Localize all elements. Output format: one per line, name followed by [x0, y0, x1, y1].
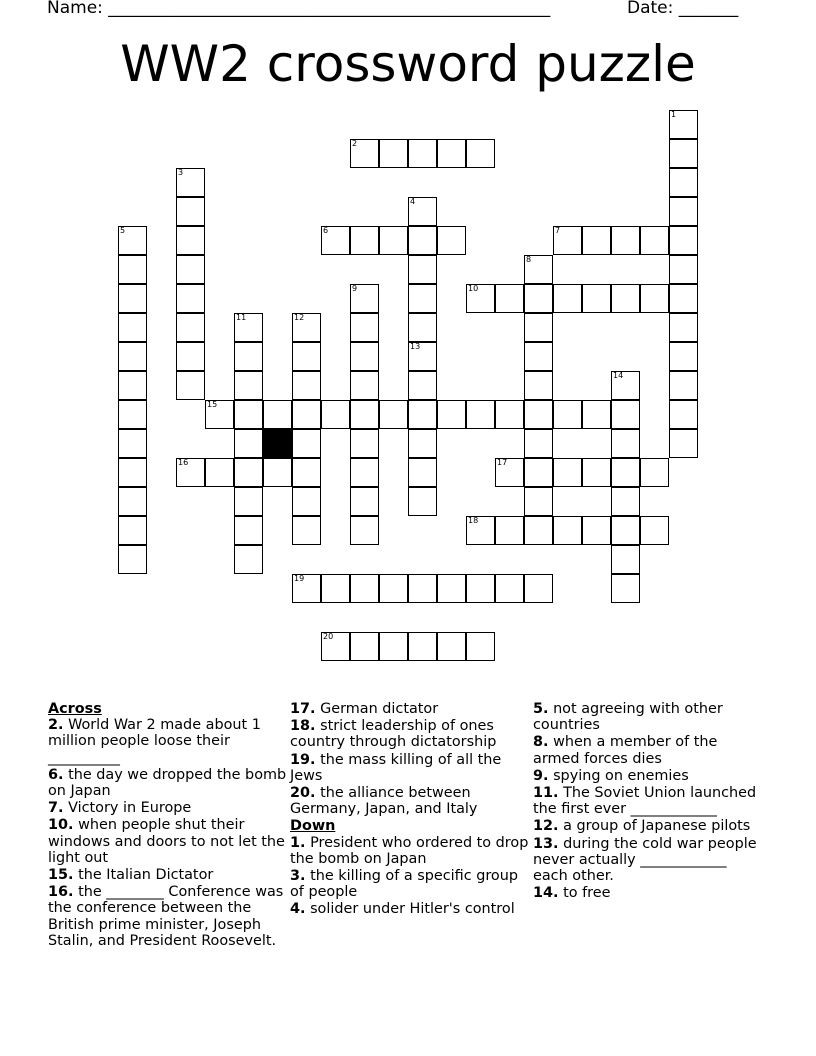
crossword-cell[interactable] [553, 400, 582, 429]
clue-item [48, 867, 288, 883]
clue-number: 17 [497, 458, 508, 467]
crossword-cell[interactable] [176, 458, 205, 487]
clue-item-number: 17. [290, 701, 316, 717]
crossword-cell[interactable] [553, 516, 582, 545]
clue-item-text: Victory in Europe [68, 800, 192, 817]
clue-item-text: the mass killing of all the Jews [290, 751, 502, 784]
crossword-cell[interactable] [408, 574, 437, 603]
clue-item-number: 20. [290, 785, 316, 802]
crossword-cell[interactable] [669, 197, 698, 226]
crossword-cell[interactable] [176, 197, 205, 226]
clue-item-text: the day we dropped the bomb on Japan [48, 766, 287, 800]
crossword-cell[interactable] [350, 400, 379, 429]
clue-item-text: the alliance between Germany, Japan, and Italy [290, 785, 478, 818]
crossword-cell[interactable] [234, 400, 263, 429]
clue-item [290, 701, 530, 717]
clue-item-text: a group of Japanese pilots [563, 818, 751, 835]
crossword-cell[interactable] [611, 429, 640, 458]
clue-item-text: the ________ Conference was the conference between the British prime minister, Joseph Stalin, and President Roosevelt. [48, 884, 284, 949]
crossword-cell[interactable] [466, 574, 495, 603]
crossword-cell[interactable] [234, 516, 263, 545]
crossword-cell[interactable] [437, 226, 466, 255]
crossword-cell[interactable] [292, 574, 321, 603]
crossword-cell[interactable] [118, 284, 147, 313]
clue-item-number: 19. [290, 751, 316, 768]
crossword-cell[interactable] [118, 400, 147, 429]
crossword-cell[interactable] [495, 458, 524, 487]
clue-item-text: the killing of a specific group of people [290, 868, 518, 901]
crossword-cell[interactable] [495, 284, 524, 313]
crossword-cell[interactable] [118, 371, 147, 400]
clue-item [48, 800, 288, 816]
crossword-cell[interactable] [118, 487, 147, 516]
clue-item-text: not agreeing with other countries [533, 701, 723, 734]
crossword-cell[interactable] [118, 226, 147, 255]
crossword-cell[interactable] [234, 458, 263, 487]
clue-item [290, 901, 530, 917]
crossword-cell[interactable] [321, 574, 350, 603]
clue-number: 5 [120, 226, 126, 235]
crossword-cell[interactable] [379, 632, 408, 661]
clue-item [48, 717, 288, 766]
crossword-cell[interactable] [437, 574, 466, 603]
crossword-cell[interactable] [118, 255, 147, 284]
crossword-cell[interactable] [321, 400, 350, 429]
clue-item [533, 768, 763, 784]
crossword-cell[interactable] [292, 487, 321, 516]
clue-number: 15 [207, 400, 218, 409]
crossword-cell[interactable] [350, 139, 379, 168]
crossword-cell[interactable] [611, 284, 640, 313]
crossword-cell[interactable] [118, 516, 147, 545]
clue-item [48, 884, 288, 949]
clue-number: 18 [468, 516, 479, 525]
clue-item-number: 1. [290, 834, 306, 851]
crossword-cell[interactable] [582, 516, 611, 545]
clue-number: 19 [294, 574, 305, 583]
crossword-cell[interactable] [292, 371, 321, 400]
clue-item [533, 734, 763, 766]
clue-item-number: 10. [48, 817, 74, 834]
crossword-cell[interactable] [669, 313, 698, 342]
clue-item-number: 12. [533, 818, 559, 835]
crossword-cell[interactable] [640, 516, 669, 545]
crossword-cell[interactable] [263, 400, 292, 429]
crossword-cell[interactable] [640, 458, 669, 487]
crossword-cell[interactable] [408, 197, 437, 226]
clue-number: 8 [526, 255, 532, 264]
crossword-cell[interactable] [350, 226, 379, 255]
crossword-cell[interactable] [553, 284, 582, 313]
crossword-cell[interactable] [379, 574, 408, 603]
clue-item [48, 817, 288, 866]
crossword-cell[interactable] [669, 342, 698, 371]
crossword-cell[interactable] [234, 429, 263, 458]
crossword-cell[interactable] [582, 458, 611, 487]
crossword-cell[interactable] [176, 255, 205, 284]
crossword-cell[interactable] [321, 226, 350, 255]
clue-item-text: when a member of the armed forces dies [533, 734, 718, 767]
clue-item-text: the Italian Dictator [78, 867, 214, 884]
clue-item [48, 767, 288, 799]
clue-number: 2 [352, 139, 358, 148]
crossword-cell[interactable] [524, 342, 553, 371]
crossword-cell[interactable] [553, 226, 582, 255]
clue-item [290, 785, 530, 817]
clue-item-number: 9. [533, 767, 549, 784]
crossword-cell[interactable] [611, 371, 640, 400]
crossword-cell[interactable] [234, 313, 263, 342]
crossword-cell[interactable] [524, 255, 553, 284]
crossword-cell[interactable] [263, 458, 292, 487]
section-heading-down: Down [290, 818, 336, 835]
crossword-cell[interactable] [176, 313, 205, 342]
crossword-cell[interactable] [408, 632, 437, 661]
crossword-cell[interactable] [321, 632, 350, 661]
crossword-cell[interactable] [524, 284, 553, 313]
crossword-cell[interactable] [408, 487, 437, 516]
crossword-cell[interactable] [669, 110, 698, 139]
crossword-cell[interactable] [669, 139, 698, 168]
crossword-cell[interactable] [176, 342, 205, 371]
clue-item [533, 836, 763, 885]
crossword-cell[interactable] [379, 400, 408, 429]
clue-item-number: 16. [48, 884, 74, 901]
name-field-label: Name: ____________________________________________________ [47, 0, 551, 18]
crossword-cell[interactable] [669, 284, 698, 313]
crossword-cell[interactable] [350, 516, 379, 545]
clue-item-number: 18. [290, 718, 316, 735]
clue-item-number: 4. [290, 901, 306, 918]
clue-item-text: when people shut their windows and doors to not let the light out [48, 817, 285, 866]
crossword-cell[interactable] [582, 226, 611, 255]
crossword-cell[interactable] [408, 400, 437, 429]
crossword-cell[interactable] [408, 342, 437, 371]
clue-item [290, 752, 530, 784]
crossword-cell[interactable] [524, 516, 553, 545]
crossword-cell[interactable] [292, 342, 321, 371]
crossword-cell[interactable] [669, 226, 698, 255]
crossword-cell[interactable] [669, 429, 698, 458]
crossword-cell[interactable] [669, 255, 698, 284]
clue-item [533, 885, 763, 901]
crossword-cell[interactable] [495, 574, 524, 603]
page-title: WW2 crossword puzzle [120, 35, 696, 93]
clue-item-number: 13. [533, 835, 559, 852]
clue-number: 4 [410, 197, 416, 206]
crossword-cell[interactable] [118, 429, 147, 458]
clue-number: 13 [410, 342, 421, 351]
crossword-cell[interactable] [118, 342, 147, 371]
crossword-cell[interactable] [524, 487, 553, 516]
clue-item-text: The Soviet Union launched the first ever ____________ [533, 785, 757, 818]
crossword-cell[interactable] [524, 400, 553, 429]
crossword-cell[interactable] [379, 226, 408, 255]
crossword-cell[interactable] [611, 400, 640, 429]
clue-column-2 [290, 701, 530, 919]
clue-number: 6 [323, 226, 329, 235]
clue-number: 7 [555, 226, 561, 235]
crossword-cell[interactable] [437, 400, 466, 429]
clue-item-number: 8. [533, 734, 549, 751]
crossword-cell[interactable] [118, 545, 147, 574]
crossword-cell[interactable] [350, 487, 379, 516]
crossword-cell[interactable] [408, 284, 437, 313]
clue-number: 10 [468, 284, 479, 293]
crossword-cell[interactable] [611, 574, 640, 603]
crossword-cell[interactable] [176, 168, 205, 197]
crossword-cell[interactable] [495, 516, 524, 545]
clue-item-number: 14. [533, 885, 559, 902]
crossword-cell[interactable] [292, 458, 321, 487]
clue-item [290, 835, 530, 867]
crossword-cell[interactable] [466, 516, 495, 545]
crossword-cell[interactable] [408, 371, 437, 400]
clue-item [290, 718, 530, 750]
clue-item-text: strict leadership of ones country through dictatorship [290, 718, 497, 751]
crossword-cell[interactable] [466, 284, 495, 313]
clue-item-text: World War 2 made about 1 million people loose their __________ [48, 717, 261, 766]
crossword-cell[interactable] [408, 458, 437, 487]
crossword-cell[interactable] [640, 226, 669, 255]
crossword-cell[interactable] [234, 487, 263, 516]
crossword-cell[interactable] [524, 371, 553, 400]
crossword-cell[interactable] [524, 458, 553, 487]
clue-item-text: German dictator [320, 701, 439, 717]
crossword-cell[interactable] [350, 313, 379, 342]
crossword-black-cell [263, 429, 292, 458]
clue-item-number: 3. [290, 868, 306, 885]
crossword-cell[interactable] [176, 284, 205, 313]
crossword-cell[interactable] [350, 371, 379, 400]
crossword-cell[interactable] [466, 400, 495, 429]
clue-item [533, 818, 763, 834]
clue-item-number: 2. [48, 717, 64, 734]
crossword-cell[interactable] [669, 371, 698, 400]
crossword-cell[interactable] [669, 400, 698, 429]
crossword-cell[interactable] [408, 139, 437, 168]
clue-item-number: 11. [533, 785, 559, 802]
clue-number: 11 [236, 313, 247, 322]
crossword-cell[interactable] [118, 458, 147, 487]
crossword-cell[interactable] [524, 313, 553, 342]
crossword-cell[interactable] [408, 429, 437, 458]
clue-number: 12 [294, 313, 305, 322]
clue-item [533, 785, 763, 817]
crossword-cell[interactable] [611, 458, 640, 487]
crossword-cell[interactable] [611, 516, 640, 545]
crossword-cell[interactable] [582, 284, 611, 313]
crossword-cell[interactable] [350, 284, 379, 313]
clue-number: 1 [671, 110, 677, 119]
crossword-cell[interactable] [205, 458, 234, 487]
clue-item-text: spying on enemies [553, 767, 689, 784]
crossword-cell[interactable] [640, 284, 669, 313]
crossword-cell[interactable] [611, 226, 640, 255]
crossword-cell[interactable] [292, 400, 321, 429]
crossword-cell[interactable] [234, 371, 263, 400]
crossword-cell[interactable] [379, 139, 408, 168]
clue-column-1 [48, 701, 288, 950]
clue-item-text: President who ordered to drop the bomb on Japan [290, 834, 529, 867]
crossword-cell[interactable] [408, 255, 437, 284]
crossword-cell[interactable] [176, 371, 205, 400]
crossword-cell[interactable] [466, 632, 495, 661]
clue-item-number: 5. [533, 701, 549, 717]
crossword-cell[interactable] [611, 487, 640, 516]
crossword-cell[interactable] [176, 226, 205, 255]
crossword-cell[interactable] [350, 429, 379, 458]
clue-number: 16 [178, 458, 189, 467]
crossword-cell[interactable] [205, 400, 234, 429]
clue-number: 20 [323, 632, 334, 641]
crossword-cell[interactable] [524, 429, 553, 458]
clue-number: 14 [613, 371, 624, 380]
crossword-cell[interactable] [437, 632, 466, 661]
crossword-cell[interactable] [524, 574, 553, 603]
clue-item-number: 15. [48, 867, 74, 884]
crossword-cell[interactable] [553, 458, 582, 487]
crossword-cell[interactable] [350, 342, 379, 371]
crossword-cell[interactable] [408, 226, 437, 255]
clue-item-text: solider under Hitler's control [310, 901, 515, 918]
date-field-label: Date: _______ [627, 0, 739, 18]
crossword-cell[interactable] [234, 545, 263, 574]
section-heading-across: Across [48, 701, 102, 717]
crossword-cell[interactable] [292, 429, 321, 458]
crossword-cell[interactable] [292, 313, 321, 342]
clue-item [290, 868, 530, 900]
clue-item-number: 7. [48, 800, 64, 817]
crossword-cell[interactable] [350, 632, 379, 661]
clue-item-number: 6. [48, 766, 64, 783]
crossword-cell[interactable] [611, 545, 640, 574]
crossword-cell[interactable] [292, 516, 321, 545]
crossword-cell[interactable] [669, 168, 698, 197]
crossword-cell[interactable] [466, 139, 495, 168]
clue-item-text: to free [563, 885, 611, 902]
crossword-cell[interactable] [118, 313, 147, 342]
clue-item-text: during the cold war people never actually ____________ each other. [533, 835, 757, 885]
crossword-cell[interactable] [437, 139, 466, 168]
clue-column-3 [533, 701, 763, 902]
clue-number: 3 [178, 168, 184, 177]
crossword-cell[interactable] [582, 400, 611, 429]
crossword-cell[interactable] [408, 313, 437, 342]
clue-item [533, 701, 763, 733]
crossword-cell[interactable] [350, 574, 379, 603]
crossword-cell[interactable] [350, 458, 379, 487]
crossword-cell[interactable] [495, 400, 524, 429]
clue-number: 9 [352, 284, 358, 293]
crossword-cell[interactable] [234, 342, 263, 371]
